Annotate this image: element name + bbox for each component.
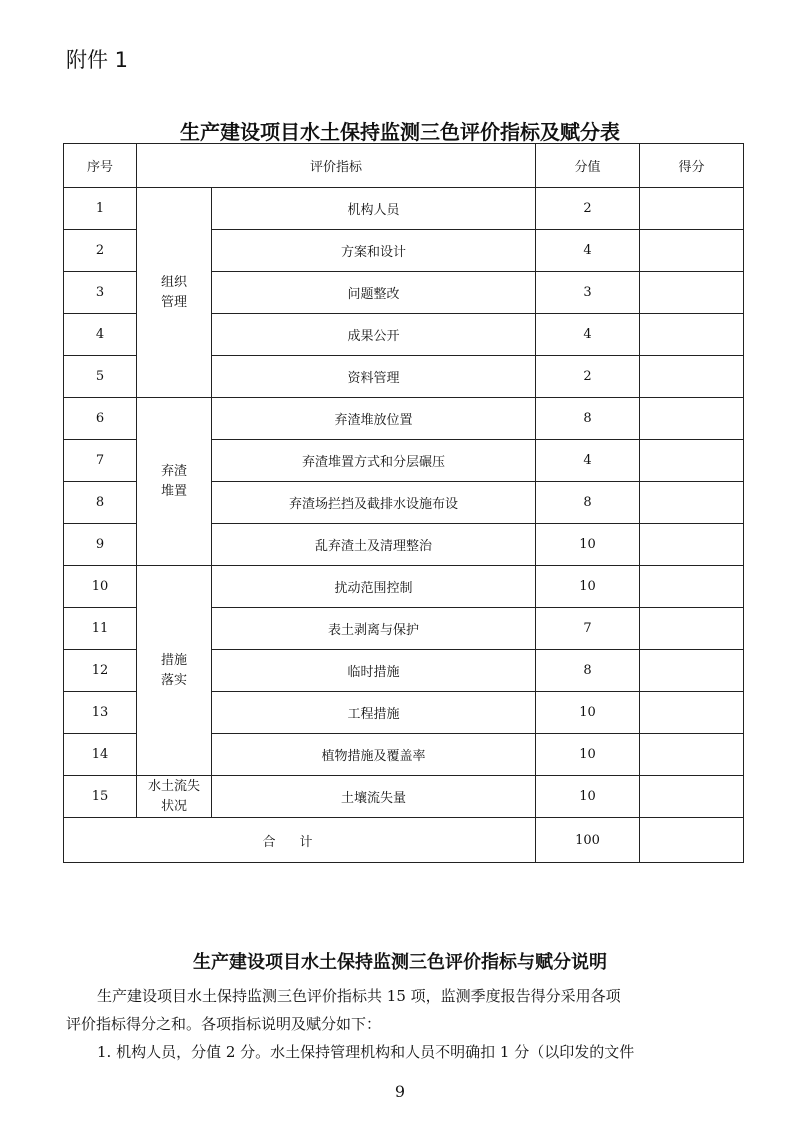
category-cell: [137, 776, 212, 818]
category-label: 状况: [160, 798, 187, 814]
indicator-value: 4: [536, 230, 640, 272]
indicator-name: 临时措施: [212, 650, 536, 692]
row-number: 8: [64, 482, 137, 524]
indicator-value: 2: [536, 356, 640, 398]
category-cell: [137, 398, 212, 566]
indicator-value: 7: [536, 608, 640, 650]
indicator-value: 8: [536, 398, 640, 440]
indicator-score: [640, 608, 744, 650]
indicator-score: [640, 482, 744, 524]
category-label: 落实: [160, 672, 187, 688]
row-number: 12: [64, 650, 137, 692]
indicator-name: 资料管理: [212, 356, 536, 398]
indicator-score: [640, 734, 744, 776]
row-number: 7: [64, 440, 137, 482]
attachment-label: 附件 1: [66, 48, 129, 72]
table-header-row: [64, 144, 744, 188]
category-label: 措施: [160, 652, 187, 668]
row-number: 1: [64, 188, 137, 230]
table-row: [64, 188, 744, 230]
indicator-value: 8: [536, 650, 640, 692]
indicator-score: [640, 356, 744, 398]
indicator-name: 扰动范围控制: [212, 566, 536, 608]
indicator-name: 成果公开: [212, 314, 536, 356]
indicator-score: [640, 692, 744, 734]
table-row: [64, 776, 744, 818]
row-number: 13: [64, 692, 137, 734]
row-number: 15: [64, 776, 137, 818]
header-value: 分值: [536, 144, 640, 188]
header-no: 序号: [64, 144, 137, 188]
indicator-name: 方案和设计: [212, 230, 536, 272]
indicator-name: 弃渣堆置方式和分层碾压: [212, 440, 536, 482]
indicator-value: 10: [536, 524, 640, 566]
indicator-value: 10: [536, 776, 640, 818]
category-cell: [137, 566, 212, 776]
table-row: [64, 398, 744, 440]
indicator-name: 弃渣堆放位置: [212, 398, 536, 440]
table-title: 生产建设项目水土保持监测三色评价指标及赋分表: [180, 120, 620, 144]
indicator-value: 10: [536, 692, 640, 734]
indicator-value: 2: [536, 188, 640, 230]
paragraph: 评价指标得分之和。各项指标说明及赋分如下：: [66, 1015, 382, 1033]
header-score: 得分: [640, 144, 744, 188]
indicator-score: [640, 272, 744, 314]
category-label: 水土流失: [147, 778, 200, 794]
indicator-name: 表土剥离与保护: [212, 608, 536, 650]
row-number: 2: [64, 230, 137, 272]
indicator-name: 土壤流失量: [212, 776, 536, 818]
header-indicator: 评价指标: [137, 144, 536, 188]
indicator-score: [640, 398, 744, 440]
row-number: 9: [64, 524, 137, 566]
category-label: 管理: [160, 294, 187, 310]
indicator-score: [640, 776, 744, 818]
indicator-value: 4: [536, 314, 640, 356]
indicator-name: 植物措施及覆盖率: [212, 734, 536, 776]
category-label: 组织: [160, 274, 187, 290]
row-number: 11: [64, 608, 137, 650]
indicator-name: 弃渣场拦挡及截排水设施布设: [212, 482, 536, 524]
indicator-score: [640, 188, 744, 230]
explanation-title: 生产建设项目水土保持监测三色评价指标与赋分说明: [193, 952, 607, 973]
indicator-score: [640, 524, 744, 566]
category-cell: [137, 188, 212, 398]
row-number: 3: [64, 272, 137, 314]
indicator-name: 机构人员: [212, 188, 536, 230]
indicator-name: 工程措施: [212, 692, 536, 734]
row-number: 10: [64, 566, 137, 608]
indicator-name: 乱弃渣土及清理整治: [212, 524, 536, 566]
total-value: 100: [536, 818, 640, 863]
indicator-score: [640, 440, 744, 482]
indicator-score: [640, 314, 744, 356]
indicator-value: 8: [536, 482, 640, 524]
table-row: [64, 566, 744, 608]
total-row: [64, 818, 744, 863]
indicator-score: [640, 566, 744, 608]
indicator-score: [640, 650, 744, 692]
evaluation-table: [63, 143, 744, 863]
category-label: 堆置: [160, 483, 187, 499]
indicator-value: 3: [536, 272, 640, 314]
indicator-value: 4: [536, 440, 640, 482]
row-number: 5: [64, 356, 137, 398]
indicator-value: 10: [536, 566, 640, 608]
indicator-score: [640, 230, 744, 272]
row-number: 6: [64, 398, 137, 440]
page-number: 9: [394, 1082, 406, 1101]
row-number: 4: [64, 314, 137, 356]
total-score: [640, 818, 744, 863]
indicator-value: 10: [536, 734, 640, 776]
total-label: 合计: [64, 818, 536, 863]
category-label: 弃渣: [160, 463, 187, 479]
paragraph: 1. 机构人员，分值 2 分。水土保持管理机构和人员不明确扣 1 分（以印发的文件: [97, 1043, 635, 1061]
paragraph: 生产建设项目水土保持监测三色评价指标共 15 项，监测季度报告得分采用各项: [97, 987, 621, 1005]
indicator-name: 问题整改: [212, 272, 536, 314]
row-number: 14: [64, 734, 137, 776]
